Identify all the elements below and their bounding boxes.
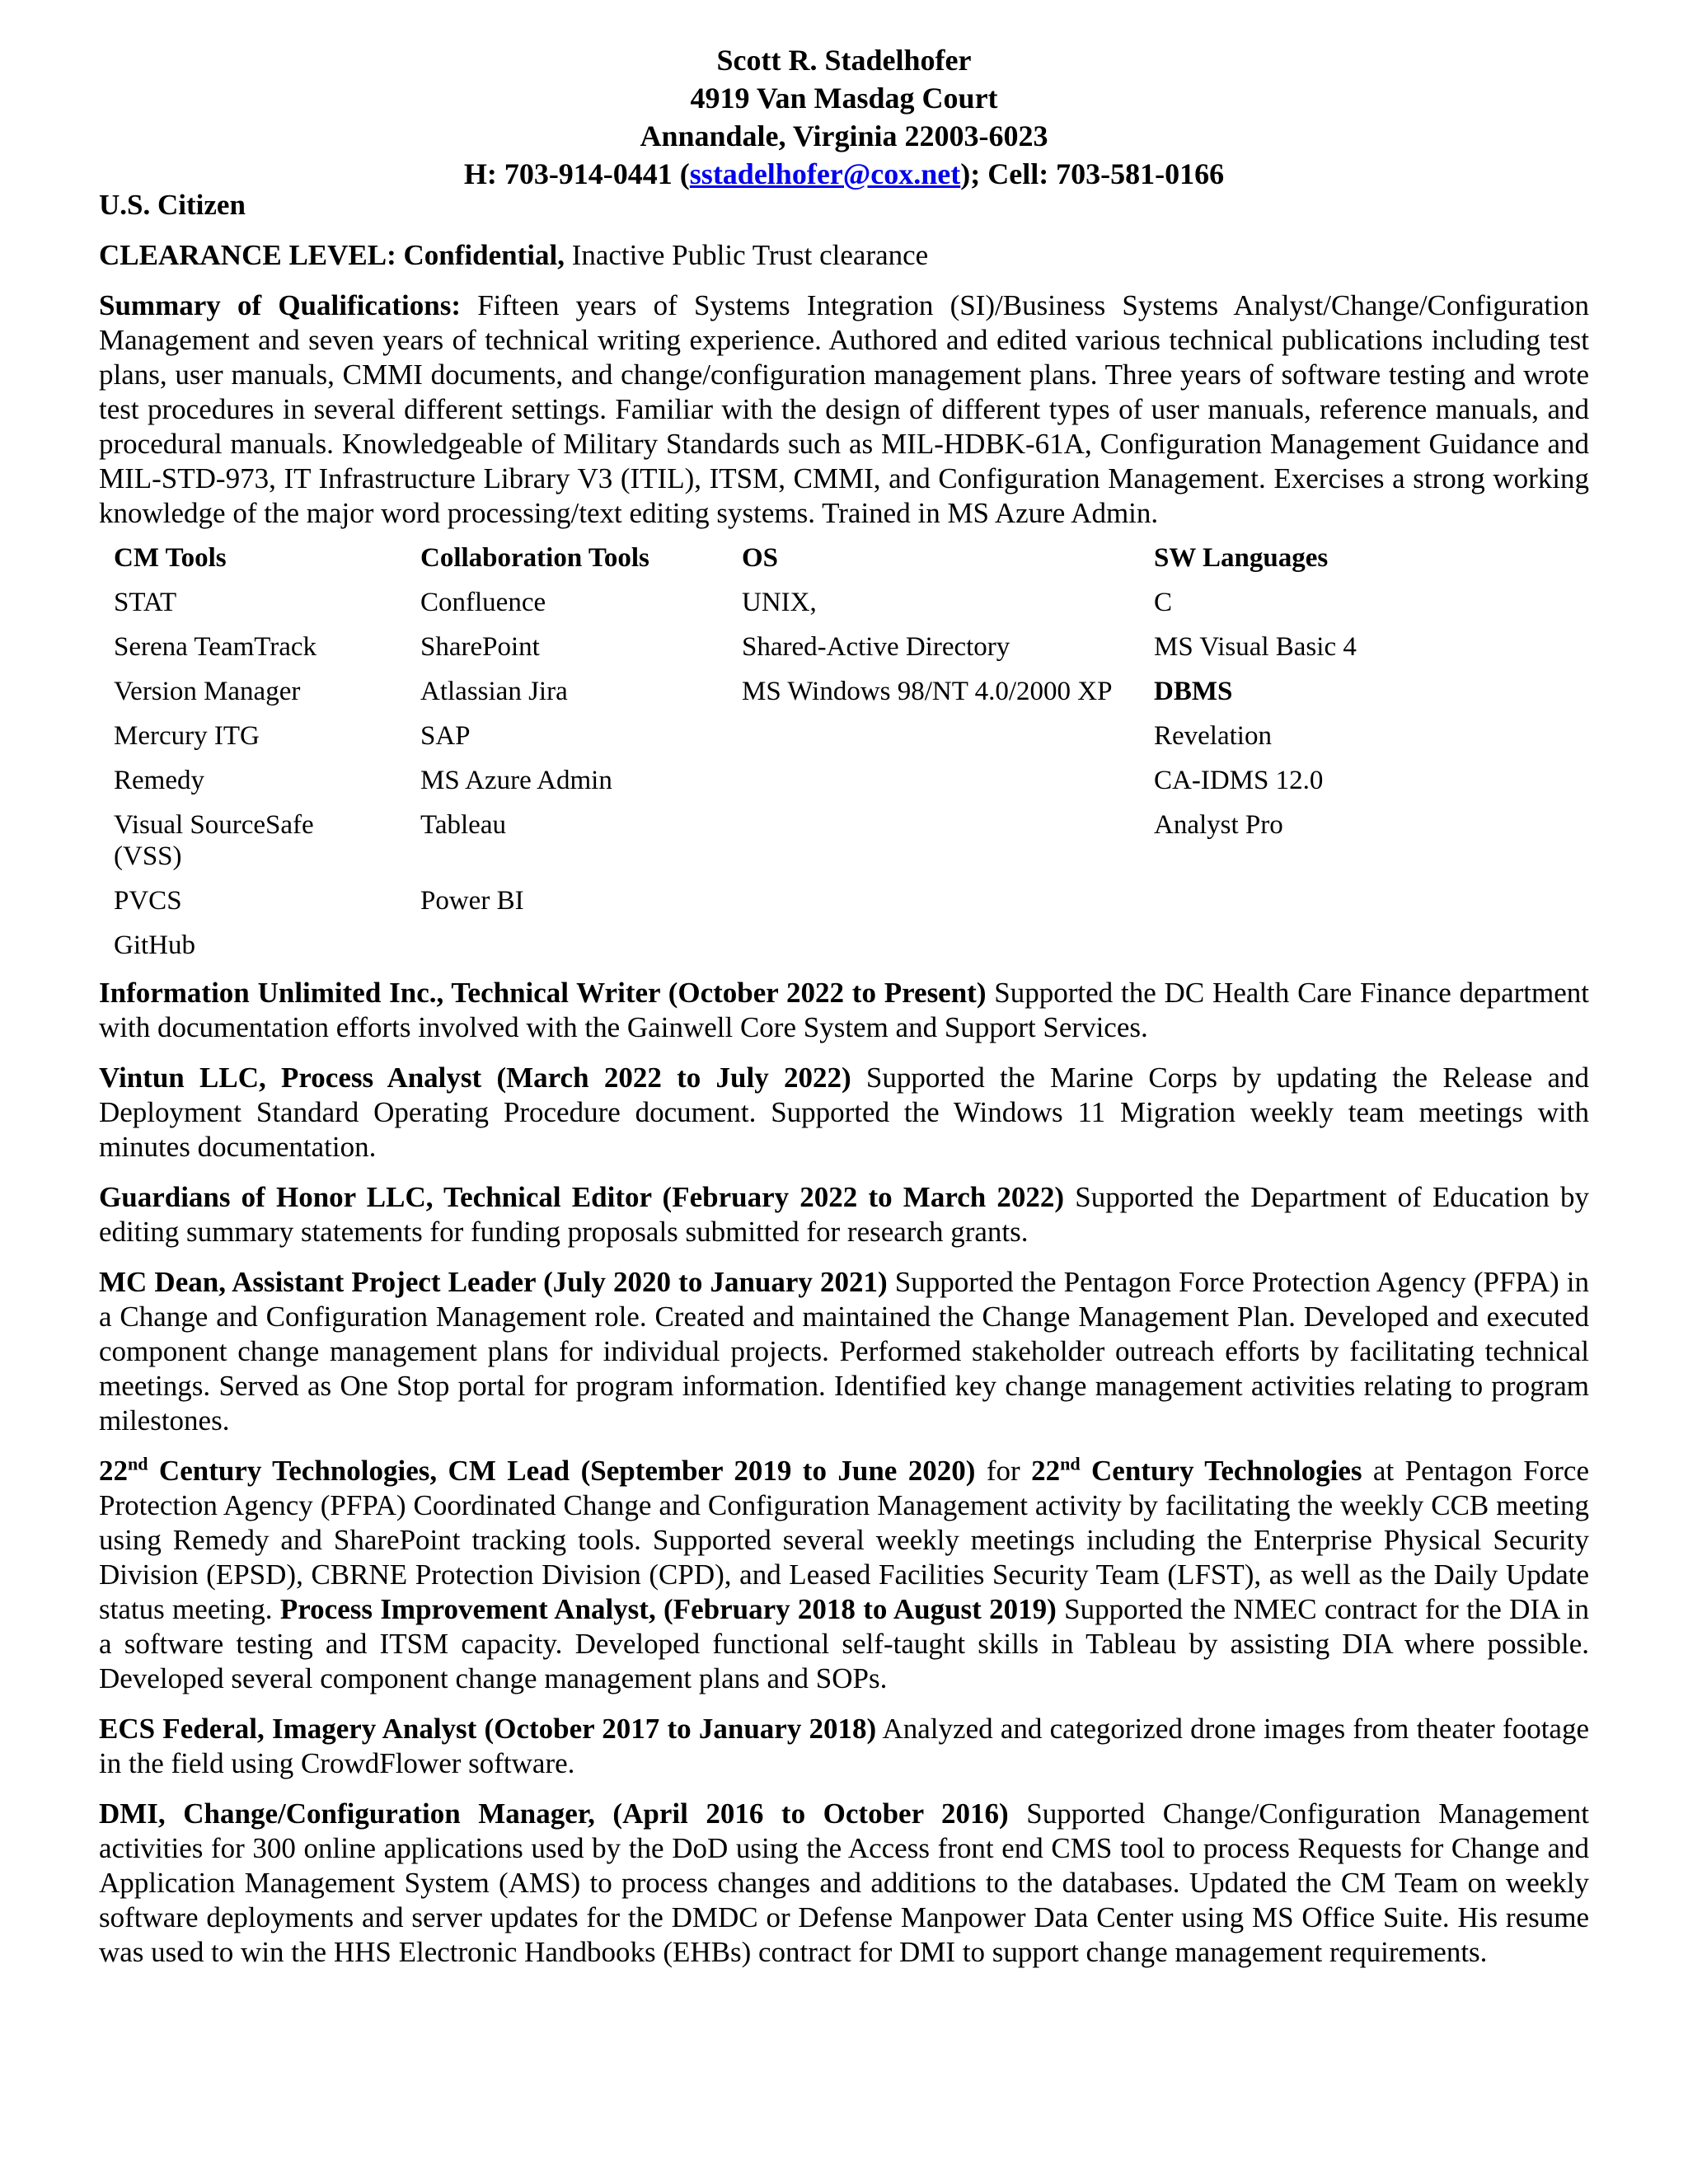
clearance-text: Inactive Public Trust clearance [564,239,929,271]
experience-entry [99,1265,1589,1438]
email-link[interactable]: sstadelhofer@cox.net [689,157,961,190]
job-description: Supported the DC Health Care Finance department with documentation efforts involved with the Gainwell Core System and Support Services. [99,977,1589,1043]
for-text: for [975,1455,1032,1487]
skill-cell: PVCS [114,886,182,916]
skills-table [99,542,1589,974]
city-state-zip: Annandale, Virginia 22003-6023 [640,120,1048,152]
job-title: ECS Federal, Imagery Analyst (October 2017 to January 2018) [99,1713,877,1745]
skill-cell [727,885,1139,930]
company-number: 22 [1031,1455,1061,1487]
job-description-secondary: Supported the NMEC contract for the DIA in a software testing and ITSM capacity. Developed functional self-taught skills in Tableau by assisting DIA where possible. Developed several component change management plans and SOPs. [99,1593,1589,1694]
skill-cell: Atlassian Jira [420,677,568,706]
job-description: Supported the Pentagon Force Protection Agency (PFPA) in a Change and Configuration Management role. Created and maintained the Change Management Plan. Developed and executed component change management plans for individual projects. Performed stakeholder outreach efforts by facilitating technical meetings. Served as One Stop portal for program information. Identified key change management activities relating to program milestones. [99,1266,1590,1436]
contact-header [99,41,1589,193]
table-row [99,885,1589,930]
skill-cell: C [1154,588,1173,617]
summary-label: Summary of Qualifications: [99,289,462,321]
table-row [99,765,1589,809]
experience-entry [99,1797,1589,1970]
job-title: MC Dean, Assistant Project Leader (July 2020 to January 2021) [99,1266,888,1298]
skills-header-cell: OS [742,543,779,573]
skill-cell: Analyst Pro [1154,810,1283,840]
clearance-label: CLEARANCE LEVEL: Confidential, [99,239,565,271]
job-description: Analyzed and categorized drone images from theater footage in the field using CrowdFlower software. [99,1713,1589,1779]
company-superscript: nd [1060,1453,1081,1474]
experience-entry [99,1712,1589,1781]
experience-entry [99,976,1589,1045]
street-address: 4919 Van Masdag Court [690,82,998,115]
table-row [99,720,1589,765]
skill-cell: MS Azure Admin [420,766,612,795]
skill-cell: Shared-Active Directory [742,632,1010,662]
skill-cell: STAT [114,588,177,617]
applicant-name: Scott R. Stadelhofer [716,44,972,77]
skill-cell: CA-IDMS 12.0 [1154,766,1324,795]
skill-cell: Visual SourceSafe (VSS) [114,810,314,871]
skill-cell [406,930,727,974]
skill-cell [727,930,1139,974]
skills-header-row [99,542,1589,587]
job-description: Supported the Marine Corps by updating the Release and Deployment Standard Operating Procedure document. Supported the Windows 11 Migration weekly team meetings with minutes documentation. [99,1062,1589,1163]
home-phone: H: 703-914-0441 ( [463,157,690,190]
title-rest: Century Technologies, CM Lead (September 2019 to June 2020) [148,1455,976,1487]
skill-cell: Mercury ITG [114,721,260,751]
skill-cell: Confluence [420,588,546,617]
table-row [99,809,1589,885]
skills-header-cell: CM Tools [114,543,227,573]
company-name [1031,1455,1362,1487]
skill-cell: MS Visual Basic 4 [1154,632,1357,662]
skill-cell [727,720,1139,765]
job-description: at Pentagon Force Protection Agency (PFPA) Coordinated Change and Configuration Management activity by facilitating the weekly CCB meeting using Remedy and SharePoint tracking tools. Supported several weekly meetings including the Enterprise Physical Security Division (EPSD), CBRNE Protection Division (CPD), and Leased Facilities Security Team (LFST), as well as the Daily Update status meeting. [99,1455,1589,1625]
skill-cell: SharePoint [420,632,540,662]
skill-cell [1139,885,1589,930]
skill-cell: SAP [420,721,471,751]
skill-cell: UNIX, [742,588,817,617]
skill-cell: Version Manager [114,677,301,706]
table-row [99,930,1589,974]
summary-text: Fifteen years of Systems Integration (SI)/Business Systems Analyst/Change/Configuration Management and seven years of technical writing experience. Authored and edited various technical publications including test plans, user manuals, CMMI documents, and change/configuration management plans. Three years of software testing and wrote test procedures in several different settings. Familiar with the design of different types of user manuals, reference manuals, and procedural manuals. Knowledgeable of Military Standards such as MIL-HDBK-61A, Configuration Management Guidance and MIL-STD-973, IT Infrastructure Library V3 (ITIL), ITSM, CMMI, and Configuration Management. Exercises a strong working knowledge of the major word processing/text editing systems. Trained in MS Azure Admin. [99,289,1589,529]
title-superscript: nd [128,1453,148,1474]
job-title: Guardians of Honor LLC, Technical Editor (February 2022 to March 2022) [99,1181,1065,1213]
job-description: Supported Change/Configuration Management activities for 300 online applications used by the DoD using the Access front end CMS tool to process Requests for Change and Application Management System (AMS) to process changes and additions to the databases. Updated the CM Team on weekly software deployments and server updates for the DMDC or Defense Manpower Data Center using MS Office Suite. His resume was used to win the HHS Electronic Handbooks (EHBs) contract for DMI to support change management requirements. [99,1797,1589,1968]
table-row [99,676,1589,720]
skills-header-cell: Collaboration Tools [420,543,649,573]
job-title: Information Unlimited Inc., Technical Writer (October 2022 to Present) [99,977,987,1009]
dbms-subheader: DBMS [1154,677,1233,706]
skill-cell: MS Windows 98/NT 4.0/2000 XP [742,677,1113,706]
skill-cell [727,765,1139,809]
skill-cell: Tableau [420,810,506,840]
experience-entry [99,1454,1589,1696]
summary-paragraph [99,288,1589,531]
skill-cell [1139,930,1589,974]
job-title: Vintun LLC, Process Analyst (March 2022 to July 2022) [99,1062,851,1094]
job-description: Supported the Department of Education by editing summary statements for funding proposals submitted for research grants. [99,1181,1589,1248]
skill-cell: Power BI [420,886,524,916]
cell-phone: ); Cell: 703-581-0166 [960,157,1225,190]
company-rest: Century Technologies [1080,1455,1362,1487]
experience-entry [99,1180,1589,1249]
skill-cell: Revelation [1154,721,1272,751]
skills-header-cell: SW Languages [1154,543,1329,573]
experience-entry [99,1061,1589,1165]
skill-cell: Serena TeamTrack [114,632,317,662]
clearance-line [99,238,1589,273]
skill-cell: GitHub [114,930,195,960]
table-row [99,631,1589,676]
skill-cell: Remedy [114,766,204,795]
skill-cell [727,809,1139,885]
title-number: 22 [99,1455,128,1487]
job-title-secondary: Process Improvement Analyst, (February 2018 to August 2019) [279,1593,1057,1625]
job-title: DMI, Change/Configuration Manager, (April 2016 to October 2016) [99,1797,1009,1830]
citizenship: U.S. Citizen [99,189,246,221]
job-title [99,1455,975,1487]
table-row [99,587,1589,631]
